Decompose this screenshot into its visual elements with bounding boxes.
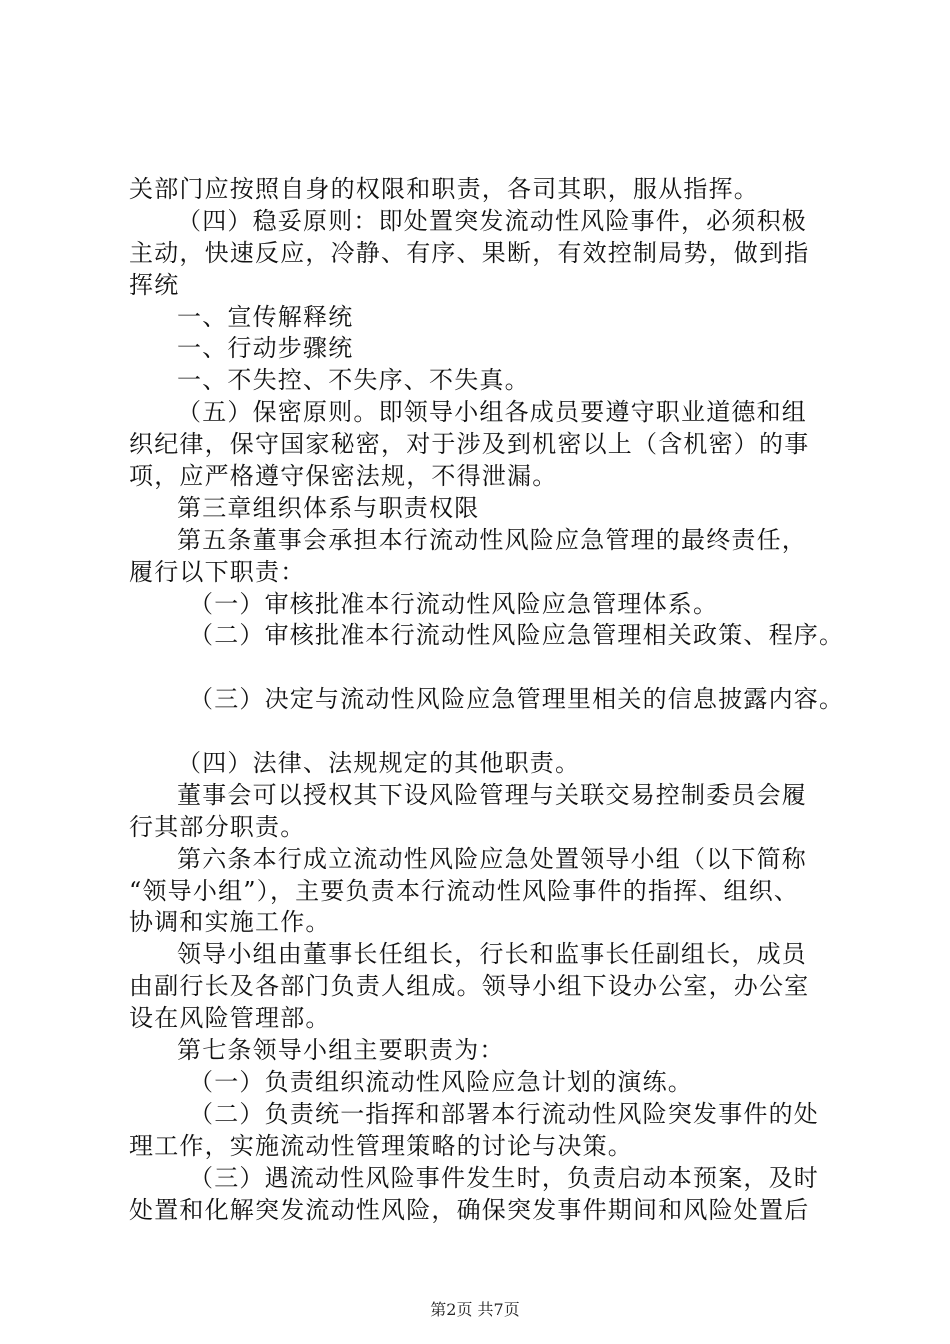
list-item: （二）审核批准本行流动性风险应急管理相关政策、程序。 xyxy=(189,621,845,650)
document-body xyxy=(129,174,849,1226)
list-item: （一）负责组织流动性风险应急计划的演练。 xyxy=(189,1067,693,1096)
text-line: 行其部分职责。 xyxy=(129,812,306,841)
text-line: 织纪律，保守国家秘密，对于涉及到机密以上（含机密）的事 xyxy=(129,430,810,459)
text-line: 设在风险管理部。 xyxy=(129,1004,331,1033)
text-line: “领导小组”），主要负责本行流动性风险事件的指挥、组织、 xyxy=(129,876,800,905)
text-line: 领导小组由董事长任组长，行长和监事长任副组长，成员 xyxy=(177,940,807,969)
text-line: 由副行长及各部门负责人组成。领导小组下设办公室，办公室 xyxy=(129,972,810,1001)
text-line: （五）保密原则。即领导小组各成员要遵守职业道德和组 xyxy=(177,398,807,427)
list-item: （三）遇流动性风险事件发生时，负责启动本预案，及时 xyxy=(189,1163,819,1192)
list-item: （三）决定与流动性风险应急管理里相关的信息披露内容。 xyxy=(189,685,845,714)
blank-line xyxy=(129,652,849,684)
text-line: 处置和化解突发流动性风险，确保突发事件期间和风险处置后 xyxy=(129,1195,810,1224)
text-line: 关部门应按照自身的权限和职责，各司其职，服从指挥。 xyxy=(129,175,759,203)
list-item: （二）负责统一指挥和部署本行流动性风险突发事件的处 xyxy=(189,1099,819,1128)
text-line: 主动，快速反应，冷静、有序、果断，有效控制局势，做到指 xyxy=(129,238,810,267)
text-line: （四）稳妥原则：即处置突发流动性风险事件，必须积极 xyxy=(177,206,807,235)
list-item: （四）法律、法规规定的其他职责。 xyxy=(177,749,581,778)
text-line: 履行以下职责： xyxy=(129,557,306,586)
text-line: 第六条本行成立流动性风险应急处置领导小组（以下简称 xyxy=(177,844,807,873)
text-line: 项，应严格遵守保密法规，不得泄漏。 xyxy=(129,462,558,491)
section-heading: 第三章组织体系与职责权限 xyxy=(177,493,480,522)
text-line: 理工作，实施流动性管理策略的讨论与决策。 xyxy=(129,1131,633,1160)
blank-line xyxy=(129,716,849,748)
text-line: 第五条董事会承担本行流动性风险应急管理的最终责任， xyxy=(177,525,807,554)
text-line: 一、宣传解释统 xyxy=(177,302,354,331)
text-line: 挥统 xyxy=(129,270,180,299)
text-line: 一、不失控、不失序、不失真。 xyxy=(177,366,530,395)
list-item: （一）审核批准本行流动性风险应急管理体系。 xyxy=(189,589,719,618)
text-line: 第七条领导小组主要职责为： xyxy=(177,1036,505,1065)
text-line: 董事会可以授权其下设风险管理与关联交易控制委员会履 xyxy=(177,780,807,809)
text-line: 一、行动步骤统 xyxy=(177,334,354,363)
text-line: 协调和实施工作。 xyxy=(129,908,331,937)
page-number-footer: 第2页 共7页 xyxy=(430,1300,520,1319)
